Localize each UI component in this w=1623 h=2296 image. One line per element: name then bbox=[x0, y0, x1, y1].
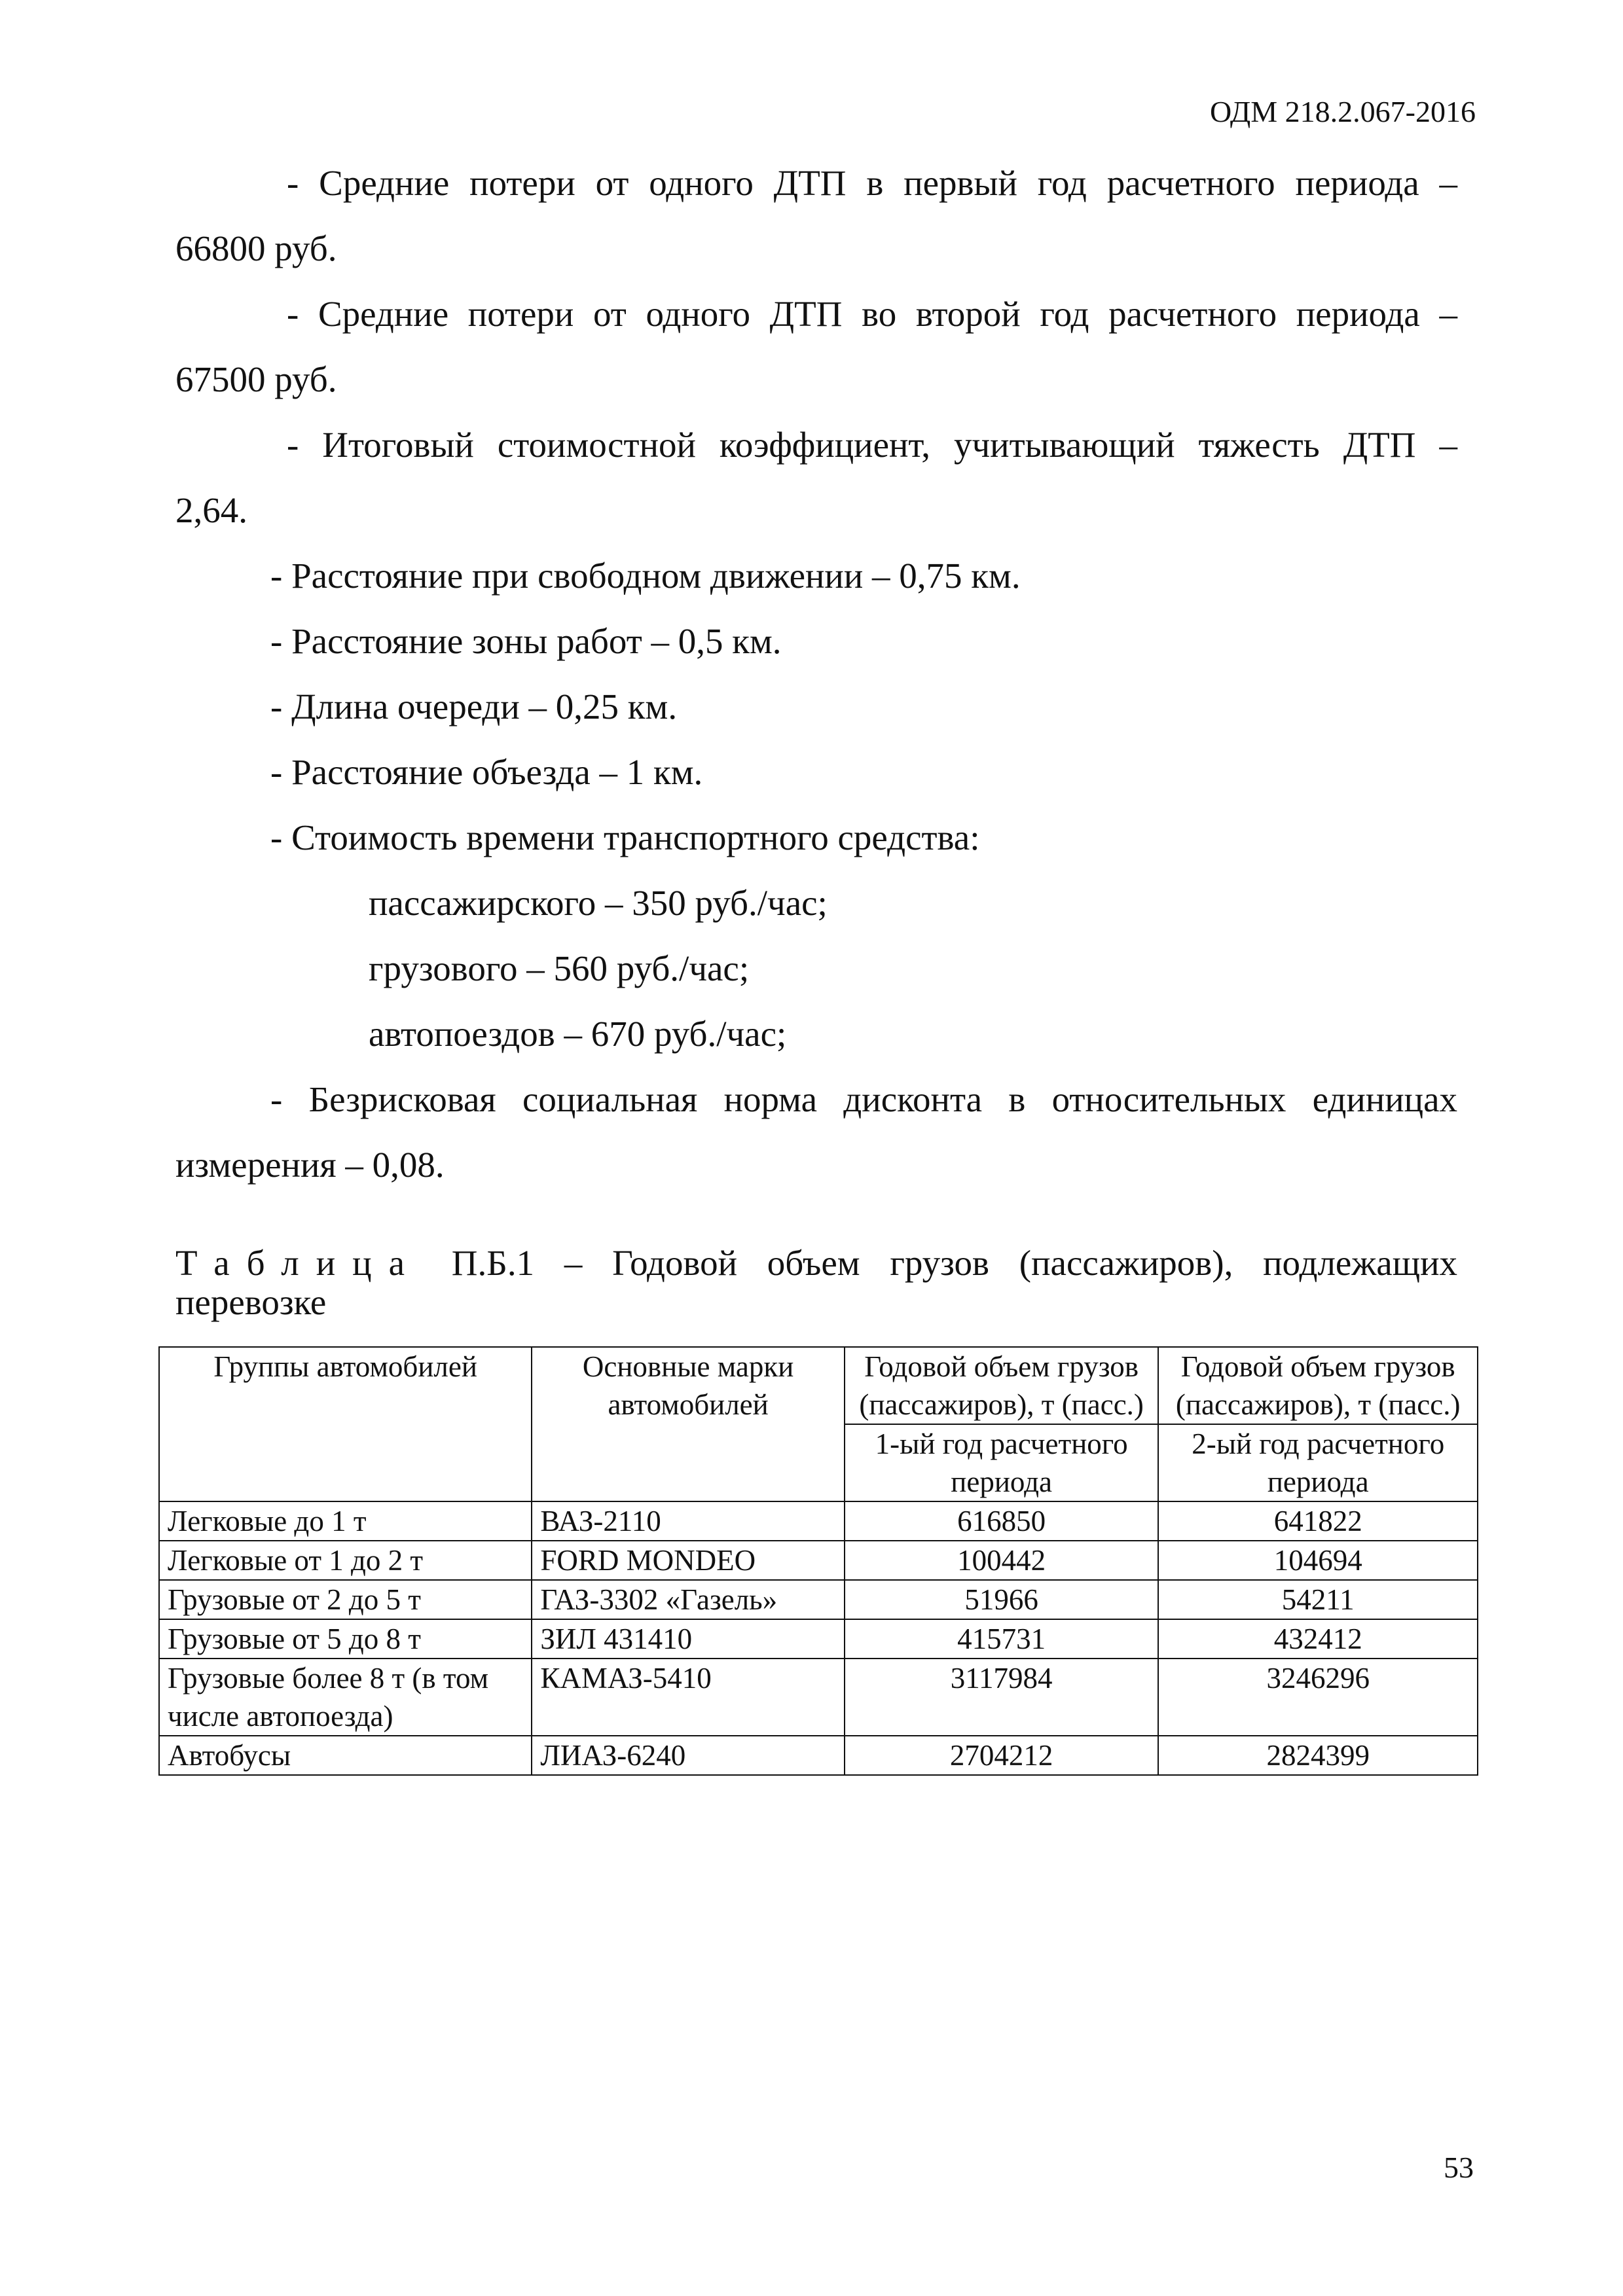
paragraph-line: - Средние потери от одного ДТП во второй год расчетного периода – bbox=[287, 294, 1457, 334]
column-header-volume-1: Годовой объем грузов (пассажиров), т (пасс.) bbox=[845, 1347, 1159, 1424]
cell-brand: ЛИАЗ-6240 bbox=[532, 1736, 845, 1775]
cell-volume-year-2: 54211 bbox=[1158, 1580, 1478, 1619]
parameter-list bbox=[175, 543, 1457, 1067]
cell-group: Автобусы bbox=[159, 1736, 532, 1775]
column-header-year-1: 1-ый год расчетного периода bbox=[845, 1424, 1159, 1501]
cell-brand: ГАЗ-3302 «Газель» bbox=[532, 1580, 845, 1619]
paragraph-line: - Итоговый стоимостной коэффициент, учитывающий тяжесть ДТП – bbox=[287, 425, 1457, 465]
column-header-group: Группы автомобилей bbox=[159, 1347, 532, 1501]
table-row bbox=[159, 1541, 1478, 1580]
table-row bbox=[159, 1736, 1478, 1775]
cell-volume-year-1: 100442 bbox=[845, 1541, 1159, 1580]
table-row bbox=[159, 1501, 1478, 1541]
paragraph-line: - Средние потери от одного ДТП в первый год расчетного периода – bbox=[287, 163, 1457, 203]
cell-brand: ВАЗ-2110 bbox=[532, 1501, 845, 1541]
table-row bbox=[159, 1659, 1478, 1736]
paragraph-line: 2,64. bbox=[175, 490, 247, 530]
page-number: 53 bbox=[1444, 2151, 1474, 2184]
table-caption-title: П.Б.1 – Годовой объем грузов (пассажиров), подлежащих bbox=[451, 1243, 1458, 1283]
table-caption-label: Таблица bbox=[175, 1243, 422, 1283]
cell-volume-year-1: 616850 bbox=[845, 1501, 1159, 1541]
cell-brand: ЗИЛ 431410 bbox=[532, 1619, 845, 1659]
column-header-volume-2: Годовой объем грузов (пассажиров), т (пасс.) bbox=[1158, 1347, 1478, 1424]
table-row bbox=[159, 1619, 1478, 1659]
paragraph-line: - Безрисковая социальная норма дисконта в относительных единицах bbox=[270, 1079, 1457, 1119]
cell-volume-year-1: 2704212 bbox=[845, 1736, 1159, 1775]
cell-group: Грузовые от 5 до 8 т bbox=[159, 1619, 532, 1659]
parameter-work-zone-distance: - Расстояние зоны работ – 0,5 км. bbox=[270, 621, 782, 661]
cell-group: Грузовые более 8 т (в том числе автопоезда) bbox=[159, 1659, 532, 1736]
paragraph-losses-year2 bbox=[175, 281, 1457, 412]
paragraph-line: измерения – 0,08. bbox=[175, 1145, 445, 1185]
column-header-year-2: 2-ый год расчетного периода bbox=[1158, 1424, 1478, 1501]
parameter-free-flow-distance: - Расстояние при свободном движении – 0,75 км. bbox=[270, 556, 1021, 596]
parameter-vehicle-time-cost: - Стоимость времени транспортного средства: bbox=[270, 817, 980, 857]
parameter-queue-length: - Длина очереди – 0,25 км. bbox=[270, 687, 678, 726]
paragraph-cost-coefficient bbox=[175, 412, 1457, 543]
cell-group: Легковые до 1 т bbox=[159, 1501, 532, 1541]
time-cost-cargo: грузового – 560 руб./час; bbox=[369, 948, 750, 988]
cell-volume-year-2: 432412 bbox=[1158, 1619, 1478, 1659]
document-code: ОДМ 218.2.067-2016 bbox=[1209, 95, 1476, 128]
cell-brand: FORD MONDEO bbox=[532, 1541, 845, 1580]
column-header-brands: Основные марки автомобилей bbox=[532, 1347, 845, 1501]
cell-volume-year-1: 3117984 bbox=[845, 1659, 1159, 1736]
cell-volume-year-1: 51966 bbox=[845, 1580, 1159, 1619]
cell-volume-year-2: 104694 bbox=[1158, 1541, 1478, 1580]
time-cost-road-train: автопоездов – 670 руб./час; bbox=[369, 1014, 787, 1054]
cell-volume-year-2: 641822 bbox=[1158, 1501, 1478, 1541]
paragraph-line: 67500 руб. bbox=[175, 359, 337, 399]
paragraph-discount-rate bbox=[175, 1067, 1457, 1198]
cargo-volume-table bbox=[158, 1346, 1478, 1776]
cell-volume-year-2: 3246296 bbox=[1158, 1659, 1478, 1736]
cell-volume-year-2: 2824399 bbox=[1158, 1736, 1478, 1775]
cell-group: Грузовые от 2 до 5 т bbox=[159, 1580, 532, 1619]
parameter-detour-distance: - Расстояние объезда – 1 км. bbox=[270, 752, 703, 792]
paragraph-line: 66800 руб. bbox=[175, 228, 337, 268]
paragraph-losses-year1 bbox=[175, 151, 1457, 281]
table-caption-title-cont: перевозке bbox=[175, 1282, 327, 1322]
time-cost-passenger: пассажирского – 350 руб./час; bbox=[369, 883, 828, 923]
cell-volume-year-1: 415731 bbox=[845, 1619, 1159, 1659]
table-caption bbox=[175, 1244, 1457, 1322]
cell-group: Легковые от 1 до 2 т bbox=[159, 1541, 532, 1580]
table-row bbox=[159, 1580, 1478, 1619]
cell-brand: КАМАЗ-5410 bbox=[532, 1659, 845, 1736]
